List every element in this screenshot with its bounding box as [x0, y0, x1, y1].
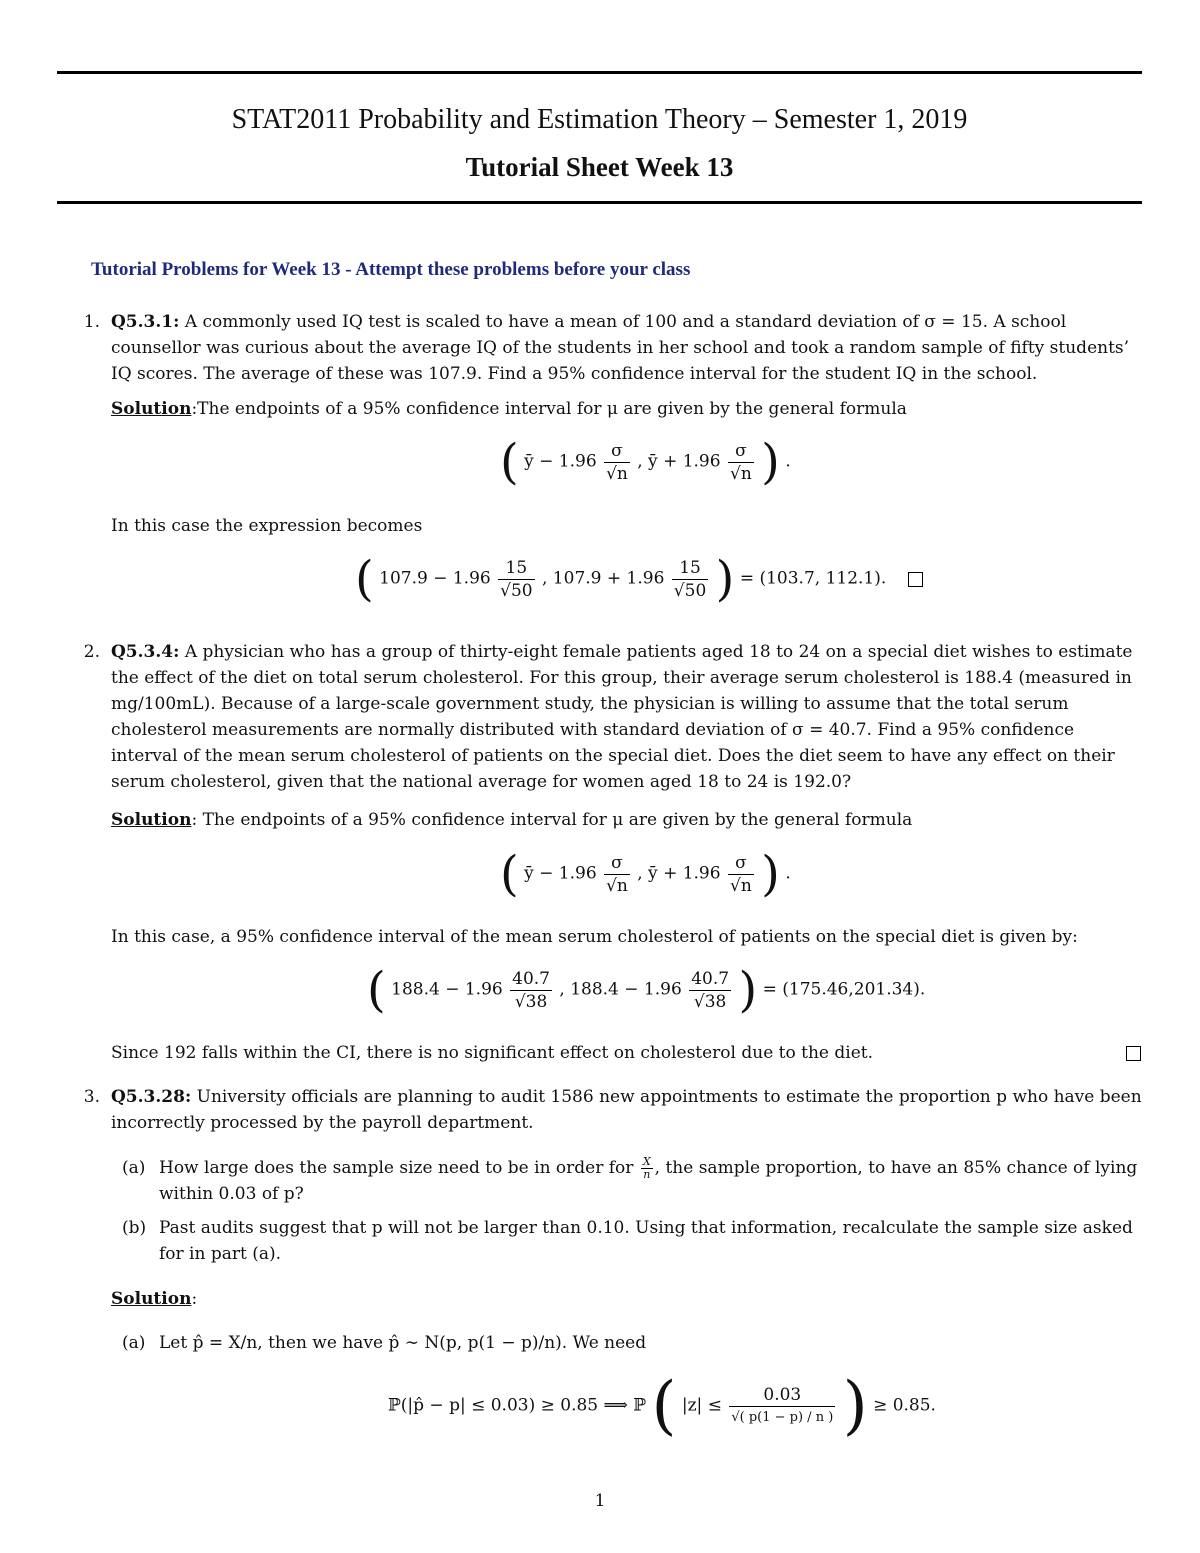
solution-intro [111, 396, 1142, 422]
general-formula-equation: ( ȳ − 1.96 $\frac{\sigma}{√n}$ , ȳ + 1.96 $\frac{\sigma}{√n}$ ) . [500, 434, 791, 490]
fraction [689, 968, 731, 1013]
problem-number: 2. [83, 642, 100, 662]
formula-mid: , ȳ + 1.96 [637, 863, 721, 884]
problem-body: A commonly used IQ test is scaled to have a mean of 100 and a standard deviation of σ = 15. A school counsellor was curious about the average IQ of the students in her school and took a random sample of fifty students’ IQ scores. The average of these was 107.9. Find a 95% confidence interval for the student IQ in the school. [111, 312, 1130, 384]
problem-text [111, 309, 1142, 387]
problem-id: Q5.3.28: [111, 1087, 192, 1107]
solution-a-text: Let p̂ = X/n, then we have p̂ ∼ N(p, p(1 − p)/n). We need [159, 1333, 647, 1353]
formula-mid: , ȳ + 1.96 [637, 451, 721, 472]
general-formula-equation: ( ȳ − 1.96 $\frac{\sigma}{√n}$ , ȳ + 1.96 $\frac{\sigma}{√n}$ ) . [500, 846, 791, 902]
denominator: √38 [514, 991, 548, 1012]
equation-part: , 107.9 + 1.96 [542, 568, 665, 589]
solution-heading: Solution: [111, 1289, 198, 1309]
solution-a-label: (a) [122, 1333, 146, 1353]
bottom-rule [57, 201, 1142, 204]
problem-body: University officials are planning to audit 1586 new appointments to estimate the proportion p who have been incorrectly processed by the payroll department. [111, 1087, 1142, 1133]
fraction [641, 1156, 653, 1181]
denominator: √n [729, 875, 752, 896]
formula-end: . [785, 863, 791, 884]
part-a-text-end: , the sample proportion, to have an 85% chance of lying within 0.03 of p? [159, 1158, 1138, 1204]
fraction [728, 440, 754, 485]
fraction [498, 557, 534, 602]
equation-part: 188.4 − 1.96 [391, 979, 503, 1000]
denominator: √n [729, 463, 752, 484]
between-text: In this case the expression becomes [111, 516, 423, 536]
document-subtitle: Tutorial Sheet Week 13 [465, 152, 734, 182]
part-a-text-start: How large does the sample size need to be in order for [159, 1158, 634, 1178]
fraction [729, 1384, 835, 1429]
numerator: 15 [672, 557, 708, 580]
formula-left: ȳ − 1.96 [524, 863, 597, 884]
denominator: √38 [693, 991, 727, 1012]
solution-intro-text: :The endpoints of a 95% confidence interval for μ are given by the general formula [191, 399, 907, 419]
equation-left: ℙ(|p̂ − p| ≤ 0.03) ≥ 0.85 ⟹ ℙ [388, 1395, 647, 1416]
denominator: √n [606, 875, 628, 896]
denominator: √50 [500, 580, 533, 601]
solution-intro-text: : The endpoints of a 95% confidence interval for μ are given by the general formula [191, 810, 913, 830]
denominator: √n [606, 463, 628, 484]
between-text: In this case, a 95% confidence interval of the mean serum cholesterol of patients on the special diet is given by: [111, 927, 1078, 947]
probability-equation: ℙ(|p̂ − p| ≤ 0.03) ≥ 0.85 ⟹ ℙ ( |z| ≤ $\frac{0.03}{√( p(1 - p) / n )}$ ) ≥ 0.85. [388, 1369, 936, 1443]
numerator: X [642, 1155, 651, 1168]
part-b-label: (b) [122, 1218, 147, 1238]
denominator: n [643, 1168, 651, 1181]
problem-text [111, 1084, 1142, 1136]
fraction [604, 852, 630, 897]
page-number: 1 [594, 1491, 606, 1511]
fraction [510, 968, 552, 1013]
conclusion-text: Since 192 falls within the CI, there is no significant effect on cholesterol due to the diet. [111, 1043, 874, 1063]
document-title: STAT2011 Probability and Estimation Theory – Semester 1, 2019 [231, 104, 968, 135]
solution-label: Solution [111, 399, 192, 419]
top-rule [57, 71, 1142, 74]
formula-left: ȳ − 1.96 [524, 451, 597, 472]
numerator: σ [604, 852, 630, 875]
denominator: √50 [673, 580, 707, 601]
problem-id: Q5.3.4: [111, 642, 180, 662]
numerator: σ [604, 440, 630, 463]
problem-id: Q5.3.1: [111, 312, 180, 332]
fraction [728, 852, 754, 897]
problem-number: 1. [83, 312, 100, 332]
problem-number: 3. [83, 1087, 100, 1107]
numerator: 15 [498, 557, 534, 580]
formula-end: . [785, 451, 791, 472]
equation-part: 107.9 − 1.96 [379, 568, 491, 589]
numerator: 0.03 [729, 1384, 835, 1407]
equation-result: = (175.46,201.34). [762, 979, 926, 1000]
specific-equation: ( 107.9 − 1.96 $\frac{15}{√50}$ , 107.9 + 1.96 $\frac{15}{√50}$ ) = (103.7, 112.1). [355, 555, 923, 603]
numerator: σ [728, 852, 754, 875]
part-a-text [159, 1155, 1142, 1207]
qed-box-icon [908, 572, 923, 587]
solution-label: Solution [111, 1289, 192, 1309]
equation-right: ≥ 0.85. [873, 1395, 936, 1416]
part-b-text: Past audits suggest that p will not be larger than 0.10. Using that information, recalculate the sample size asked for in part (a). [159, 1218, 1133, 1264]
part-a-label: (a) [122, 1158, 146, 1178]
fraction [604, 440, 630, 485]
denominator: √( p(1 − p) / n ) [731, 1409, 834, 1425]
solution-label: Solution [111, 810, 192, 830]
numerator: 40.7 [512, 968, 550, 989]
fraction [672, 557, 708, 602]
problem-text [111, 639, 1142, 795]
numerator: σ [728, 440, 754, 463]
specific-equation: ( 188.4 − 1.96 $\frac{40.7}{√38}$ , 188.4 − 1.96 $\frac{40.7}{√38}$ ) = (175.46,201.34). [367, 962, 926, 1018]
problem-body: A physician who has a group of thirty-eight female patients aged 18 to 24 on a special diet wishes to estimate the effect of the diet on total serum cholesterol. For this group, their average serum cholesterol is 188.4 (measured in mg/100mL). Because of a large-scale government study, the physician is willing to assume that the total serum cholesterol measurements are normally distributed with standard deviation of σ = 40.7. Find a 95% confidence interval of the mean serum cholesterol of patients on the special diet. Does the diet seem to have any effect on their serum cholesterol, given that the national average for women aged 18 to 24 is 192.0? [111, 642, 1133, 792]
numerator: 40.7 [691, 968, 730, 989]
equation-result: = (103.7, 112.1). [739, 568, 887, 589]
equation-mid: |z| ≤ [681, 1395, 722, 1416]
equation-part: , 188.4 − 1.96 [559, 979, 682, 1000]
qed-box-icon [1126, 1046, 1141, 1061]
solution-intro [111, 807, 1142, 833]
section-heading: Tutorial Problems for Week 13 - Attempt these problems before your class [91, 259, 691, 280]
